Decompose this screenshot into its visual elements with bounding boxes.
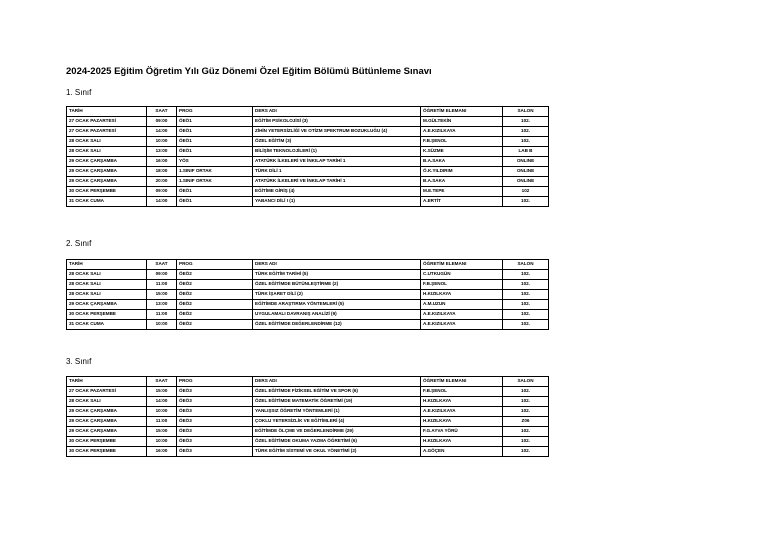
table-header-row [67, 107, 549, 117]
cell-saat: 13:00 [147, 300, 177, 310]
cell-salon: 102. [503, 117, 549, 127]
column-header-saat: SAAT [147, 107, 177, 117]
cell-prog: ÖEÖ1 [177, 117, 253, 127]
cell-saat: 10:00 [147, 320, 177, 330]
cell-ogretim: B.A.SAKA [421, 157, 503, 167]
cell-salon: ONLINE [503, 157, 549, 167]
table-row [67, 437, 549, 447]
cell-salon: 102. [503, 280, 549, 290]
cell-prog: ÖEÖ2 [177, 290, 253, 300]
cell-salon: 102. [503, 397, 549, 407]
table-row [67, 310, 549, 320]
cell-tarih: 28 OCAK SALI [67, 147, 147, 157]
cell-prog: 1.SINIF ORTAK [177, 177, 253, 187]
column-header-salon: SALON [503, 107, 549, 117]
cell-prog: ÖEÖ2 [177, 320, 253, 330]
cell-prog: ÖEÖ1 [177, 147, 253, 157]
cell-salon: 102. [503, 137, 549, 147]
cell-tarih: 31 OCAK CUMA [67, 197, 147, 207]
cell-ogretim: A.E.KIZILKAYA [421, 127, 503, 137]
table-row [67, 177, 549, 187]
schedule-table [66, 259, 549, 330]
cell-prog: ÖEÖ1 [177, 197, 253, 207]
cell-prog: ÖEÖ1 [177, 127, 253, 137]
table-row [67, 117, 549, 127]
cell-salon: 102. [503, 310, 549, 320]
cell-saat: 15:00 [147, 290, 177, 300]
cell-prog: ÖEÖ3 [177, 437, 253, 447]
table-row [67, 280, 549, 290]
table-row [67, 197, 549, 207]
cell-ders: ÖZEL EĞİTİMDE MATEMATİK ÖĞRETİMİ (19) [253, 397, 421, 407]
cell-saat: 13:00 [147, 147, 177, 157]
cell-tarih: 29 OCAK ÇARŞAMBA [67, 177, 147, 187]
cell-tarih: 28 OCAK SALI [67, 270, 147, 280]
cell-saat: 10:00 [147, 437, 177, 447]
table-row [67, 290, 549, 300]
column-header-prog: PROG [177, 260, 253, 270]
cell-ogretim: H.KIZILKAYA [421, 417, 503, 427]
cell-salon: 102. [503, 447, 549, 457]
cell-prog: ÖEÖ2 [177, 310, 253, 320]
cell-ogretim: H.KIZILKAYA [421, 290, 503, 300]
cell-saat: 15:00 [147, 427, 177, 437]
cell-saat: 15:00 [147, 387, 177, 397]
cell-saat: 09:00 [147, 117, 177, 127]
column-header-ogretim: ÖĞRETİM ELEMANI [421, 377, 503, 387]
cell-salon: 102. [503, 290, 549, 300]
schedule-table [66, 106, 549, 207]
cell-ogretim: B.A.SAKA [421, 177, 503, 187]
cell-tarih: 28 OCAK SALI [67, 290, 147, 300]
cell-prog: ÖEÖ3 [177, 407, 253, 417]
column-header-tarih: TARİH [67, 377, 147, 387]
cell-tarih: 28 OCAK SALI [67, 280, 147, 290]
section-label: 3. Sınıf [66, 357, 92, 366]
cell-ders: ÖZEL EĞİTİMDE DEĞERLENDİRME (12) [253, 320, 421, 330]
cell-prog: ÖEÖ1 [177, 137, 253, 147]
cell-ders: ZİHİN YETERSİZLİĞİ VE OTİZM SPEKTRUM BOZUKLUĞU (4) [253, 127, 421, 137]
table-row [67, 187, 549, 197]
table-row [67, 387, 549, 397]
column-header-prog: PROG [177, 107, 253, 117]
cell-ders: ÖZEL EĞİTİMDE OKUMA YAZMA ÖĞRETİMİ (6) [253, 437, 421, 447]
cell-ders: BİLİŞİM TEKNOLOJİLERİ (1) [253, 147, 421, 157]
cell-ogretim: A.E.KIZILKAYA [421, 407, 503, 417]
cell-ogretim: A.E.KIZILKAYA [421, 310, 503, 320]
column-header-salon: SALON [503, 377, 549, 387]
section-label: 1. Sınıf [66, 88, 92, 97]
cell-ogretim: M.E.TEPE [421, 187, 503, 197]
cell-tarih: 30 OCAK PERŞEMBE [67, 447, 147, 457]
column-header-saat: SAAT [147, 260, 177, 270]
cell-prog: ÖEÖ3 [177, 417, 253, 427]
cell-ogretim: K.SÜZME [421, 147, 503, 157]
cell-prog: ÖEÖ2 [177, 300, 253, 310]
cell-prog: 1.SINIF ORTAK [177, 167, 253, 177]
cell-salon: 102. [503, 270, 549, 280]
cell-salon: 102. [503, 437, 549, 447]
table-row [67, 447, 549, 457]
table-row [67, 407, 549, 417]
cell-tarih: 29 OCAK ÇARŞAMBA [67, 300, 147, 310]
cell-ders: TÜRK İŞARET DİLİ (2) [253, 290, 421, 300]
table-row [67, 397, 549, 407]
cell-ogretim: A.M.UZUN [421, 300, 503, 310]
table-row [67, 427, 549, 437]
cell-prog: YÖS [177, 157, 253, 167]
cell-tarih: 31 OCAK CUMA [67, 320, 147, 330]
cell-saat: 11:00 [147, 417, 177, 427]
column-header-ders: DERS ADI [253, 260, 421, 270]
column-header-prog: PROG [177, 377, 253, 387]
cell-ogretim: H.KIZILKAYA [421, 397, 503, 407]
cell-saat: 14:00 [147, 397, 177, 407]
table-row [67, 300, 549, 310]
cell-ogretim: F.B.ŞENOL [421, 137, 503, 147]
cell-ders: YABANCI DİLİ I (1) [253, 197, 421, 207]
table-row [67, 157, 549, 167]
cell-saat: 10:00 [147, 407, 177, 417]
table-row [67, 167, 549, 177]
cell-saat: 18:00 [147, 167, 177, 177]
cell-salon: 102. [503, 197, 549, 207]
cell-ogretim: A.E.KIZILKAYA [421, 320, 503, 330]
cell-ders: EĞİTİMDE ARAŞTIRMA YÖNTEMLERİ (5) [253, 300, 421, 310]
cell-saat: 10:00 [147, 137, 177, 147]
cell-ogretim: F.B.ŞENOL [421, 387, 503, 397]
cell-ogretim: H.KIZILKAYA [421, 437, 503, 447]
cell-ders: ÖZEL EĞİTİM (3) [253, 137, 421, 147]
cell-salon: Z06 [503, 417, 549, 427]
cell-ders: YANLIŞSIZ ÖĞRETİM YÖNTEMLERİ (1) [253, 407, 421, 417]
column-header-tarih: TARİH [67, 107, 147, 117]
table-row [67, 137, 549, 147]
table-header-row [67, 260, 549, 270]
cell-saat: 09:00 [147, 187, 177, 197]
cell-saat: 09:00 [147, 270, 177, 280]
cell-ders: EĞİTİM PSİKOLOJİSİ (3) [253, 117, 421, 127]
cell-tarih: 29 OCAK ÇARŞAMBA [67, 427, 147, 437]
table-row [67, 127, 549, 137]
cell-saat: 11:00 [147, 280, 177, 290]
cell-salon: 102. [503, 300, 549, 310]
cell-ders: ATATÜRK İLKELERİ VE İNKILAP TARİHİ 1 [253, 157, 421, 167]
table-row [67, 147, 549, 157]
cell-ders: TÜRK EĞİTİM TARİHİ (5) [253, 270, 421, 280]
cell-saat: 16:00 [147, 447, 177, 457]
column-header-salon: SALON [503, 260, 549, 270]
schedule-table [66, 376, 549, 457]
cell-tarih: 27 OCAK PAZARTESİ [67, 117, 147, 127]
table-header-row [67, 377, 549, 387]
column-header-tarih: TARİH [67, 260, 147, 270]
cell-ogretim: M.GÜLTEKİN [421, 117, 503, 127]
column-header-saat: SAAT [147, 377, 177, 387]
cell-salon: ONLINE [503, 167, 549, 177]
cell-prog: ÖEÖ2 [177, 270, 253, 280]
cell-saat: 20:00 [147, 177, 177, 187]
cell-ogretim: C.UTKUGÜN [421, 270, 503, 280]
cell-prog: ÖEÖ1 [177, 187, 253, 197]
cell-ders: ÖZEL EĞİTİMDE BÜTÜNLEŞTİRME (2) [253, 280, 421, 290]
column-header-ders: DERS ADI [253, 377, 421, 387]
cell-tarih: 28 OCAK SALI [67, 397, 147, 407]
cell-ogretim: F.B.ŞENOL [421, 280, 503, 290]
table-row [67, 417, 549, 427]
table-row [67, 270, 549, 280]
cell-saat: 14:00 [147, 197, 177, 207]
cell-prog: ÖEÖ3 [177, 397, 253, 407]
cell-saat: 11:00 [147, 310, 177, 320]
cell-salon: LAB B [503, 147, 549, 157]
cell-tarih: 29 OCAK ÇARŞAMBA [67, 167, 147, 177]
cell-ders: ÇOKLU YETERSİZLİK VE EĞİTİMLERİ (4) [253, 417, 421, 427]
page-title: 2024-2025 Eğitim Öğretim Yılı Güz Dönemi Özel Eğitim Bölümü Bütünleme Sınavı [66, 66, 432, 77]
cell-tarih: 29 OCAK ÇARŞAMBA [67, 157, 147, 167]
cell-ders: ÖZEL EĞİTİMDE FİZİKSEL EĞİTİM VE SPOR (6) [253, 387, 421, 397]
section-label: 2. Sınıf [66, 239, 92, 248]
cell-ders: TÜRK EĞİTİM SİSTEMİ VE OKUL YÖNETİMİ (2) [253, 447, 421, 457]
cell-ders: EĞİTİMDE ÖLÇME VE DEĞERLENDİRME (29) [253, 427, 421, 437]
cell-prog: ÖEÖ2 [177, 280, 253, 290]
cell-salon: 102. [503, 320, 549, 330]
cell-tarih: 27 OCAK PAZARTESİ [67, 387, 147, 397]
cell-prog: ÖEÖ3 [177, 447, 253, 457]
cell-salon: ONLINE [503, 177, 549, 187]
cell-saat: 14:00 [147, 127, 177, 137]
cell-tarih: 30 OCAK PERŞEMBE [67, 310, 147, 320]
column-header-ders: DERS ADI [253, 107, 421, 117]
cell-ders: UYGULAMALI DAVRANIŞ ANALİZİ (9) [253, 310, 421, 320]
table-row [67, 320, 549, 330]
cell-tarih: 28 OCAK SALI [67, 137, 147, 147]
column-header-ogretim: ÖĞRETİM ELEMANI [421, 260, 503, 270]
cell-ogretim: A.GÖÇEN [421, 447, 503, 457]
cell-salon: 102. [503, 427, 549, 437]
column-header-ogretim: ÖĞRETİM ELEMANI [421, 107, 503, 117]
cell-prog: ÖEÖ3 [177, 427, 253, 437]
cell-salon: 102. [503, 407, 549, 417]
cell-ders: ATATÜRK İLKELERİ VE İNKILAP TARİHİ 1 [253, 177, 421, 187]
cell-saat: 16:00 [147, 157, 177, 167]
cell-ogretim: Ö.K.YILDIRIM [421, 167, 503, 177]
cell-tarih: 27 OCAK PAZARTESİ [67, 127, 147, 137]
cell-tarih: 30 OCAK PERŞEMBE [67, 187, 147, 197]
cell-ders: EĞİTİME GİRİŞ (4) [253, 187, 421, 197]
cell-tarih: 30 OCAK PERŞEMBE [67, 437, 147, 447]
cell-salon: 102 [503, 187, 549, 197]
cell-salon: 102. [503, 387, 549, 397]
cell-tarih: 29 OCAK ÇARŞAMBA [67, 407, 147, 417]
cell-ders: TÜRK DİLİ 1 [253, 167, 421, 177]
cell-ogretim: F.G.AYVA YÖRÜ [421, 427, 503, 437]
cell-salon: 102. [503, 127, 549, 137]
cell-ogretim: A.ERTİT [421, 197, 503, 207]
cell-prog: ÖEÖ3 [177, 387, 253, 397]
cell-tarih: 29 OCAK ÇARŞAMBA [67, 417, 147, 427]
